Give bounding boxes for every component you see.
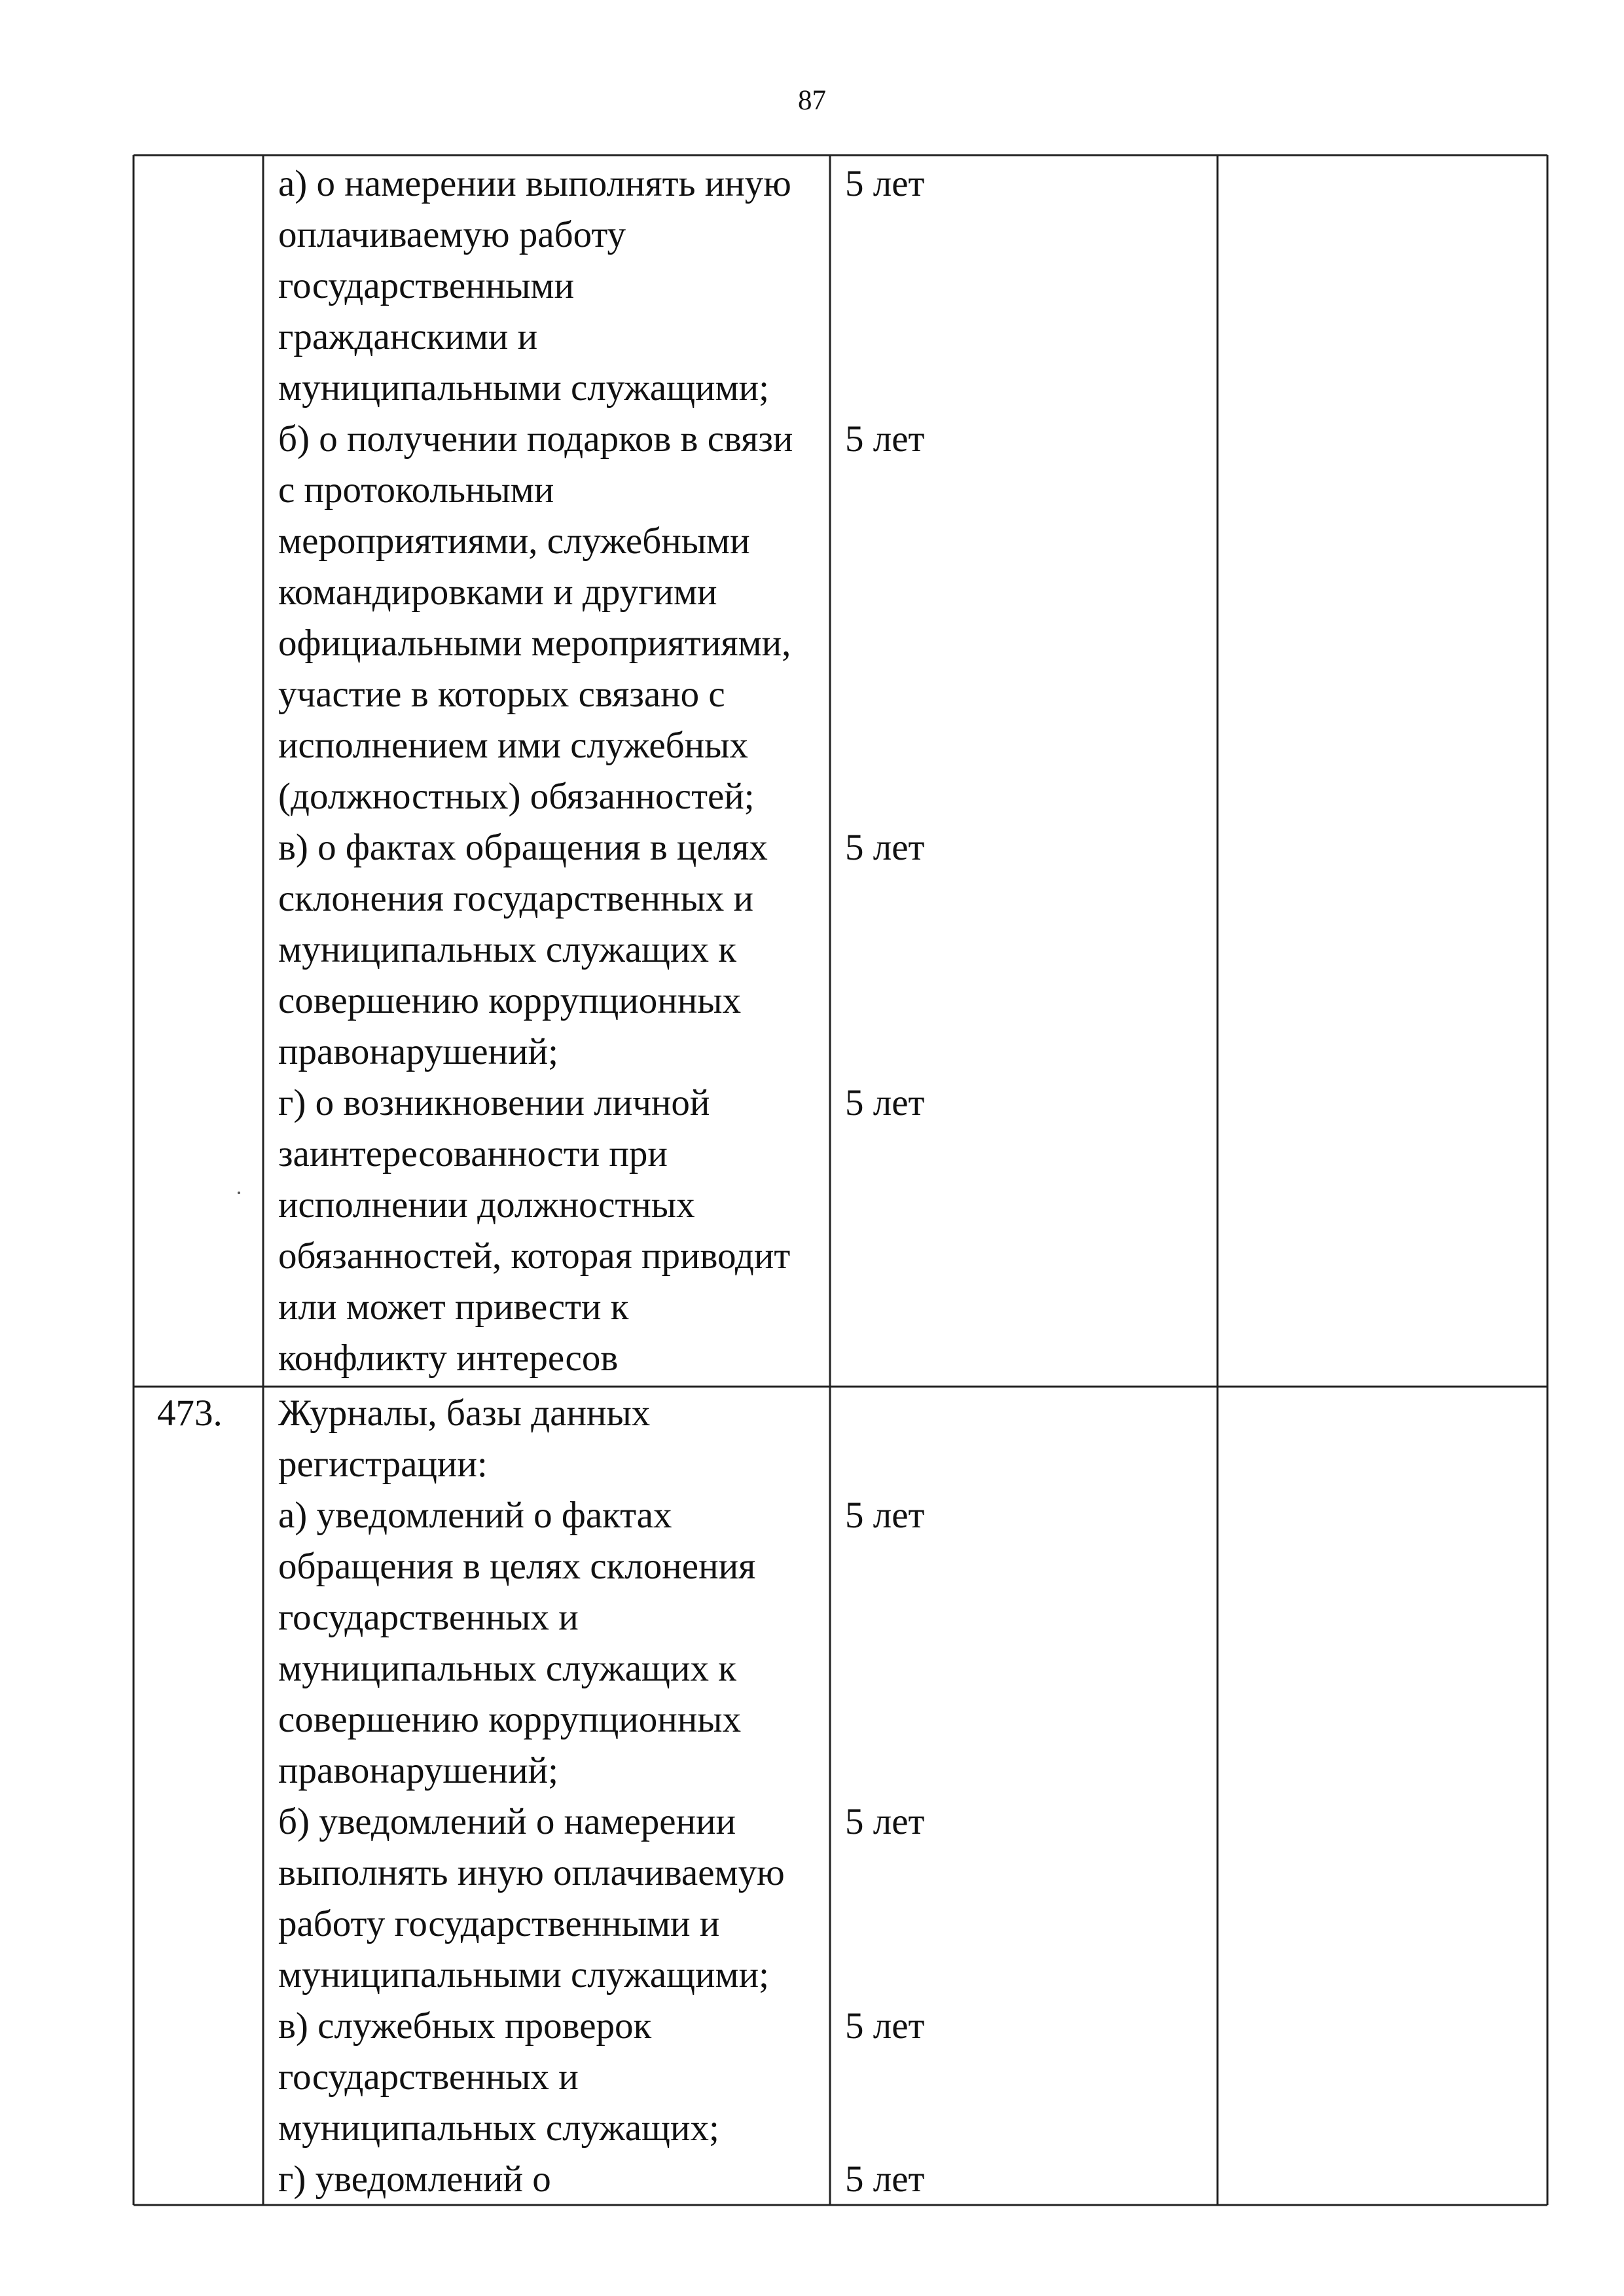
row-473-item-a-text: а) уведомлений о фактах обращения в целях склонения государственных и муниципальных служащих к совершению коррупционных правонарушений; <box>278 1495 756 1791</box>
row-473-item-a-term: 5 лет <box>845 1495 925 1536</box>
row-473-item-v-term: 5 лет <box>845 2005 925 2047</box>
row-473-heading: Журналы, базы данных регистрации: <box>278 1393 651 1485</box>
row-473-item-g-text: г) уведомлений о <box>278 2159 551 2200</box>
row-473-item-b-text: б) уведомлений о намерении выполнять иную оплачиваемую работу государственными и муниципальными служащими; <box>278 1801 785 1995</box>
page-number: 87 <box>798 85 826 116</box>
item-a-text: а) о намерении выполнять иную оплачиваемую работу государственными гражданскими и муниципальными служащими; <box>278 163 791 409</box>
row-473-item-v-text: в) служебных проверок государственных и муниципальных служащих; <box>278 2005 719 2149</box>
item-g-text: г) о возникновении личной заинтересованности при исполнении должностных обязанностей, которая приводит или может привести к конфликту интересов <box>278 1082 791 1379</box>
item-v-text: в) о фактах обращения в целях склонения государственных и муниципальных служащих к совершению коррупционных правонарушений; <box>278 827 768 1072</box>
item-b-term: 5 лет <box>845 418 925 460</box>
item-g-term: 5 лет <box>845 1082 925 1123</box>
item-b-text: б) о получении подарков в связи с протокольными мероприятиями, служебными командировками и другими официальными мероприятиями, участие в которых связано с исполнением ими служебных (должностных) обязанностей; <box>278 418 793 817</box>
row-number-473: 473. <box>157 1393 223 1434</box>
item-v-term: 5 лет <box>845 827 925 868</box>
row-473-item-b-term: 5 лет <box>845 1801 925 1842</box>
row-473-item-g-term: 5 лет <box>845 2159 925 2200</box>
item-a-term: 5 лет <box>845 163 925 204</box>
scan-speck <box>238 1192 240 1194</box>
